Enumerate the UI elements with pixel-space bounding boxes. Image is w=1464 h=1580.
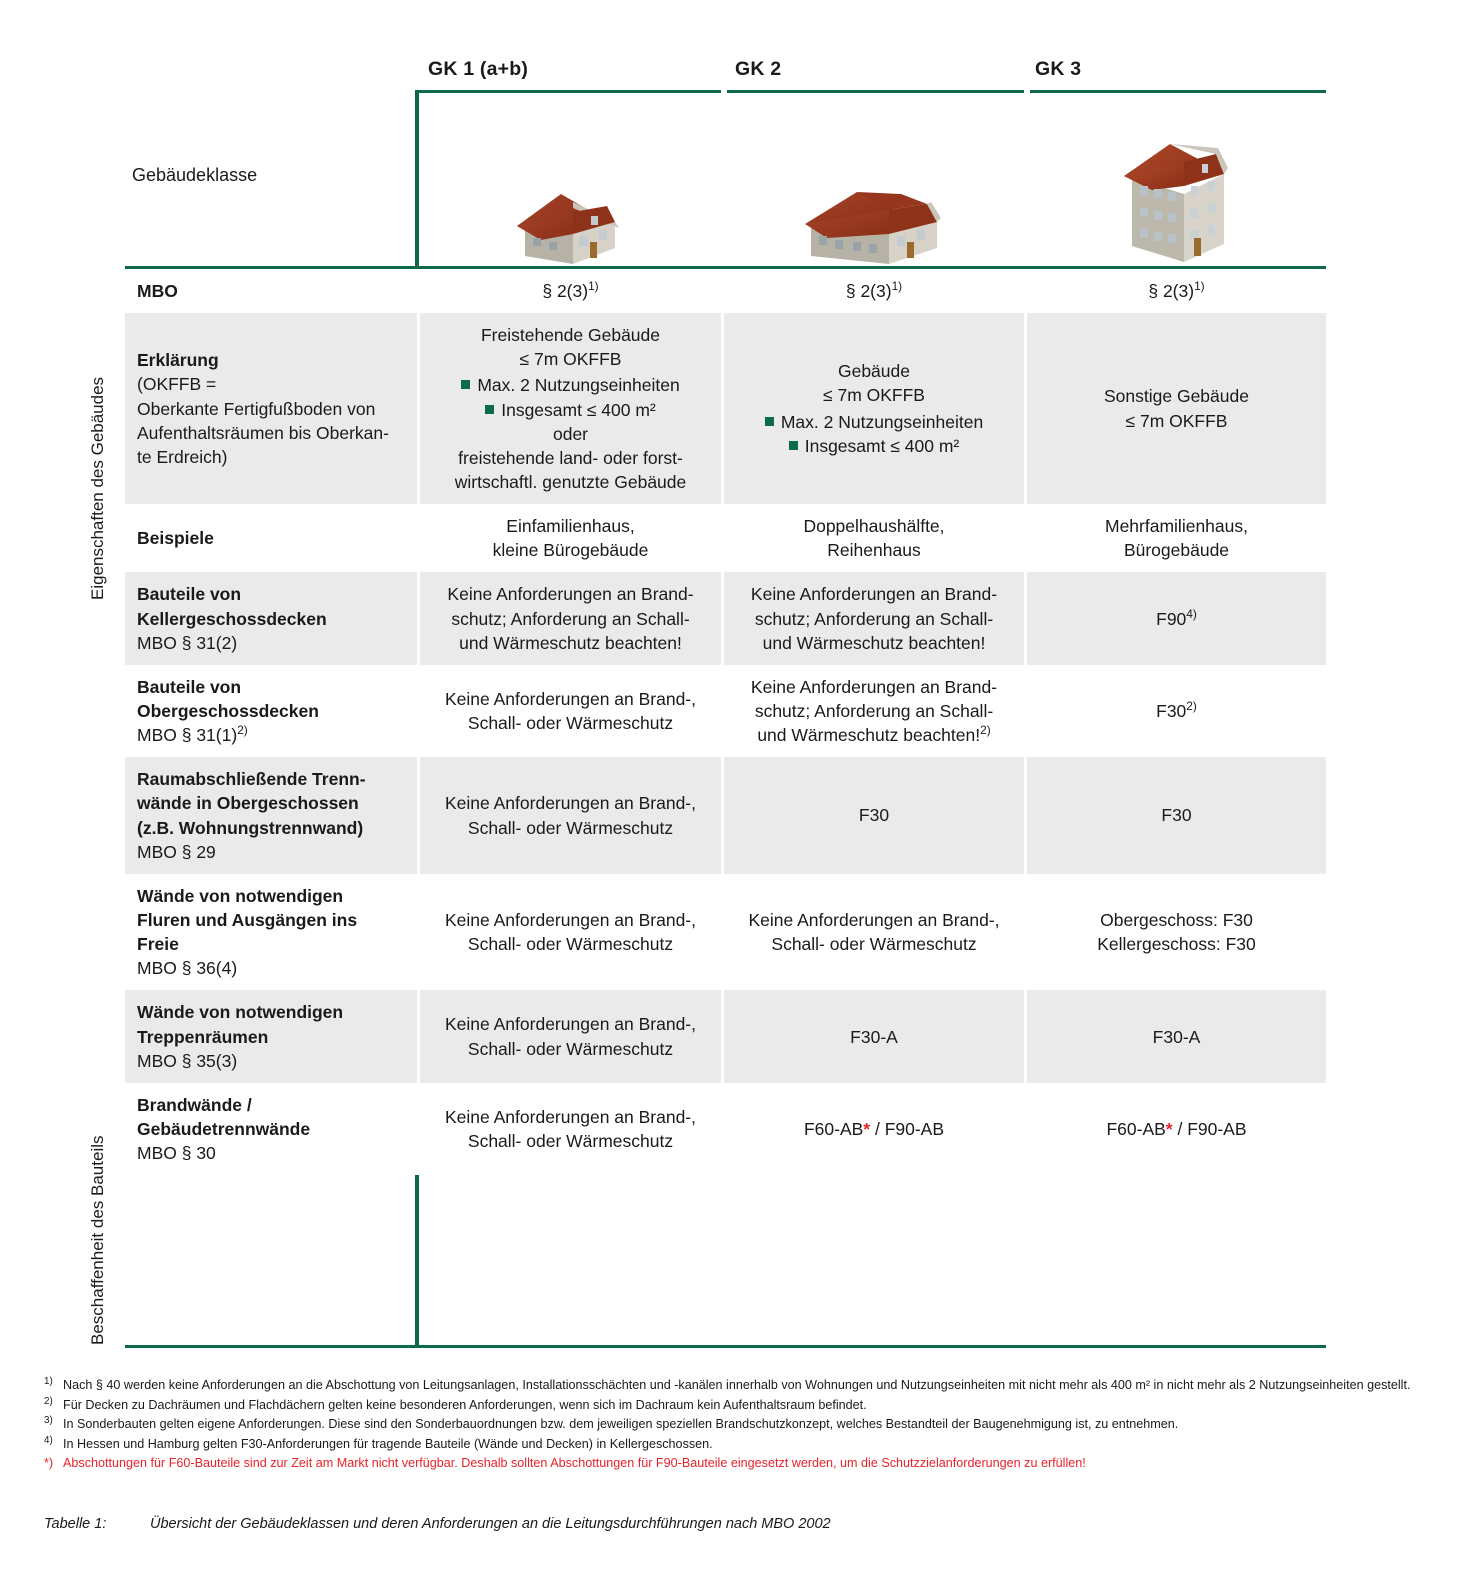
cell-erklaerung-gk3	[1024, 313, 1326, 504]
row-label-main: MBO	[137, 281, 178, 301]
footnote-text: Abschottungen für F60-Bauteile sind zur Zeit am Markt nicht verfügbar. Deshalb sollten Abschottungen für F90-Bauteile eingesetzt werden, um die Schutzzielanforderungen zu erfüllen!	[63, 1456, 1086, 1471]
row-label-trennwaende	[125, 757, 417, 874]
cell-obergeschossdecken-gk3: F30$^{2)}$	[1024, 665, 1326, 757]
table-row	[125, 874, 1326, 991]
red-asterisk: *	[863, 1118, 871, 1139]
footnote-1	[44, 1376, 1424, 1396]
caption-text: Übersicht der Gebäudeklassen und deren Anforderungen an die Leitungsdurchführungen nach MBO 2002	[150, 1516, 831, 1532]
red-asterisk: *	[1165, 1118, 1173, 1139]
footnote-ref: 2)	[980, 723, 991, 738]
footnote-star	[44, 1454, 1424, 1474]
table-row	[125, 665, 1326, 757]
column-header-gk2: GK 2	[735, 58, 782, 80]
row-label-main: Bauteile von Obergeschossdecken	[137, 676, 319, 721]
table-caption	[44, 1516, 831, 1532]
cell-obergeschossdecken-gk1: Keine Anforderungen an Brand-, Schall- oder Wärmeschutz	[417, 665, 721, 757]
row-label-treppenraeume	[125, 990, 417, 1082]
row-label-kellergeschossdecken	[125, 572, 417, 664]
footnote-2	[44, 1396, 1424, 1416]
footnote-ref: 4)	[1186, 606, 1197, 621]
row-label-beispiele	[125, 504, 417, 572]
cell-line: wirtschaftl. genutzte Gebäude	[454, 471, 687, 492]
cell-kellergeschossdecken-gk2: Keine Anforderungen an Brand- schutz; Anforderung an Schall- und Wärmeschutz beachten!	[721, 572, 1024, 664]
footnote-4	[44, 1435, 1424, 1455]
bullet-square-icon	[789, 441, 798, 450]
row-label-obergeschossdecken	[125, 665, 417, 757]
cell-fluren-ausgaenge-gk3: Obergeschoss: F30 Kellergeschoss: F30	[1024, 874, 1326, 991]
cell-line: Gebäude	[837, 361, 910, 382]
header-rule-gk2	[727, 90, 1024, 93]
table-row	[125, 313, 1326, 504]
cell-mbo-gk1: § $2(3)^{1)}$	[417, 269, 721, 313]
table-row	[125, 1083, 1326, 1175]
cell-bullet-item: Max. 2 Nutzungseinheiten	[432, 373, 709, 397]
footnote-marker: 4)	[44, 1434, 53, 1446]
footnote-text: In Hessen und Hamburg gelten F30-Anforderungen für tragende Bauteile (Wände und Decken) in Kellergeschossen.	[63, 1436, 713, 1451]
cell-line: ≤ 7m OKFFB	[519, 349, 622, 370]
cell-brandwaende-gk1: Keine Anforderungen an Brand-, Schall- oder Wärmeschutz	[417, 1083, 721, 1175]
footnote-ref: 2)	[237, 723, 248, 738]
footnote-marker: 1)	[44, 1375, 53, 1387]
cell-brandwaende-gk3: F60-AB* / F90-AB	[1024, 1083, 1326, 1175]
header-rule-gk1	[415, 90, 721, 93]
footnote-ref: 1)	[588, 279, 599, 294]
caption-number: Tabelle 1:	[44, 1516, 107, 1532]
cell-trennwaende-gk2: F30	[721, 757, 1024, 874]
table-row	[125, 269, 1326, 313]
cell-line: Freistehende Gebäude	[480, 325, 661, 346]
row-label-main: Erklärung	[137, 350, 219, 371]
footnote-marker: *)	[44, 1456, 54, 1471]
house-icon	[801, 178, 951, 264]
house-icon	[1118, 134, 1238, 264]
cell-erklaerung-gk2	[721, 313, 1024, 504]
cell-line: freistehende land- oder forst-	[458, 447, 683, 468]
row-label-erklaerung	[125, 313, 417, 504]
row-label-main: Brandwände / Gebäudetrennwände	[137, 1094, 311, 1139]
row-label-sub: MBO § 36(4)	[137, 958, 238, 979]
cell-line: Sonstige Gebäude	[1104, 386, 1249, 407]
row-label-main: Bauteile von Kellergeschossdecken	[137, 584, 327, 629]
row-label-sub: MBO § 29	[137, 841, 216, 862]
footnote-3	[44, 1415, 1424, 1435]
bullet-square-icon	[485, 405, 494, 414]
row-label-main: Wände von notwendigen Fluren und Ausgängen ins Freie	[137, 885, 358, 955]
cell-treppenraeume-gk3: F30-A	[1024, 990, 1326, 1082]
cell-obergeschossdecken-gk2: Keine Anforderungen an Brand- schutz; Anforderung an Schall- und Wärmeschutz beachten!$^{2)}$	[721, 665, 1024, 757]
cell-trennwaende-gk1: Keine Anforderungen an Brand-, Schall- oder Wärmeschutz	[417, 757, 721, 874]
bullet-square-icon	[461, 380, 470, 389]
cell-bullet-list	[736, 410, 1012, 458]
footnote-ref: 2)	[1186, 699, 1197, 714]
cell-beispiele-gk3: Mehrfamilienhaus, Bürogebäude	[1024, 504, 1326, 572]
cell-bullet-item: Insgesamt ≤ 400 m²	[432, 398, 709, 422]
footnote-marker: 2)	[44, 1395, 53, 1407]
cell-brandwaende-gk2: F60-AB* / F90-AB	[721, 1083, 1024, 1175]
table-row	[125, 572, 1326, 664]
row-label-sub: MBO § $31(1)^{2)}$	[137, 723, 248, 746]
cell-line: oder	[552, 423, 589, 444]
cell-beispiele-gk2: Doppelhaushälfte, Reihenhaus	[721, 504, 1024, 572]
house-icon	[511, 178, 629, 264]
requirements-table	[125, 269, 1326, 1175]
row-label-fluren-ausgaenge	[125, 874, 417, 991]
cell-kellergeschossdecken-gk1: Keine Anforderungen an Brand- schutz; Anforderung an Schall- und Wärmeschutz beachten!	[417, 572, 721, 664]
house-gk1-illustration	[419, 94, 721, 264]
house-gk2-illustration	[727, 94, 1024, 264]
header-rule-gk3	[1030, 90, 1326, 93]
footnote-text: Für Decken zu Dachräumen und Flachdächern gelten keine besonderen Anforderungen, wenn sich im Dachraum kein Aufenthaltsraum befindet.	[63, 1397, 867, 1412]
cell-kellergeschossdecken-gk3: F90$^{4)}$	[1024, 572, 1326, 664]
row-label-main: Wände von notwendigen Treppenräumen	[137, 1002, 344, 1047]
house-gk3-illustration	[1030, 94, 1326, 264]
cell-bullet-item: Max. 2 Nutzungseinheiten	[736, 410, 1012, 434]
cell-fluren-ausgaenge-gk1: Keine Anforderungen an Brand-, Schall- oder Wärmeschutz	[417, 874, 721, 991]
row-label-sub: (OKFFB = Oberkante Fertigfußboden von Aufenthaltsräumen bis Oberkan- te Erdreich)	[137, 374, 389, 467]
cell-fluren-ausgaenge-gk2: Keine Anforderungen an Brand-, Schall- oder Wärmeschutz	[721, 874, 1024, 991]
footnotes-block	[44, 1376, 1424, 1474]
cell-treppenraeume-gk2: F30-A	[721, 990, 1024, 1082]
row-label-main: Beispiele	[137, 528, 214, 549]
cell-line: ≤ 7m OKFFB	[1125, 410, 1228, 431]
row-label-sub: MBO § 31(2)	[137, 632, 238, 653]
footnote-ref: 1)	[891, 279, 903, 294]
column-header-gk1: GK 1 (a+b)	[428, 58, 529, 80]
cell-mbo-gk3: § $2(3)^{1)}$	[1024, 269, 1326, 313]
cell-line: ≤ 7m OKFFB	[823, 385, 925, 406]
side-label-component-properties: Beschaffenheit des Bauteils	[88, 1135, 107, 1345]
footnote-text: Nach § 40 werden keine Anforderungen an die Abschottung von Leitungsanlagen, Installationsschächten und -kanälen innerhalb von Wohnungen und Nutzungseinheiten mit nicht mehr als 400 m² in nicht mehr als 2 Nutzungseinheiten gestellt.	[63, 1378, 1411, 1392]
cell-erklaerung-gk1	[417, 313, 721, 504]
cell-bullet-list	[432, 373, 709, 421]
cell-treppenraeume-gk1: Keine Anforderungen an Brand-, Schall- oder Wärmeschutz	[417, 990, 721, 1082]
table-row	[125, 990, 1326, 1082]
row-label-main: Raumabschließende Trenn- wände in Obergeschossen (z.B. Wohnungstrennwand)	[137, 769, 366, 838]
row-label-sub: MBO § 30	[137, 1143, 216, 1164]
bullet-square-icon	[765, 417, 774, 426]
column-header-gk3: GK 3	[1035, 58, 1082, 80]
cell-bullet-item: Insgesamt ≤ 400 m²	[736, 434, 1012, 458]
side-label-building-properties: Eigenschaften des Gebäudes	[88, 376, 107, 600]
cell-beispiele-gk1: Einfamilienhaus, kleine Bürogebäude	[417, 504, 721, 572]
footnote-marker: 3)	[44, 1414, 53, 1426]
row-label-sub: MBO § 35(3)	[137, 1050, 238, 1071]
table-row	[125, 504, 1326, 572]
table-row	[125, 757, 1326, 874]
cell-trennwaende-gk3: F30	[1024, 757, 1326, 874]
cell-mbo-gk2: § $2(3)^{1)}$	[721, 269, 1024, 313]
footnote-text: In Sonderbauten gelten eigene Anforderungen. Diese sind den Sonderbauordnungen bzw. dem jeweiligen speziellen Brandschutzkonzept, welches Bestandteil der Baugenehmigung ist, zu entnehmen.	[63, 1417, 1179, 1432]
row-label-mbo	[125, 269, 417, 313]
row-label-brandwaende	[125, 1083, 417, 1175]
table-bottom-rule	[125, 1345, 1326, 1348]
footnote-ref: 1)	[1194, 279, 1205, 294]
gebaeudeklasse-label: Gebäudeklasse	[132, 165, 258, 185]
